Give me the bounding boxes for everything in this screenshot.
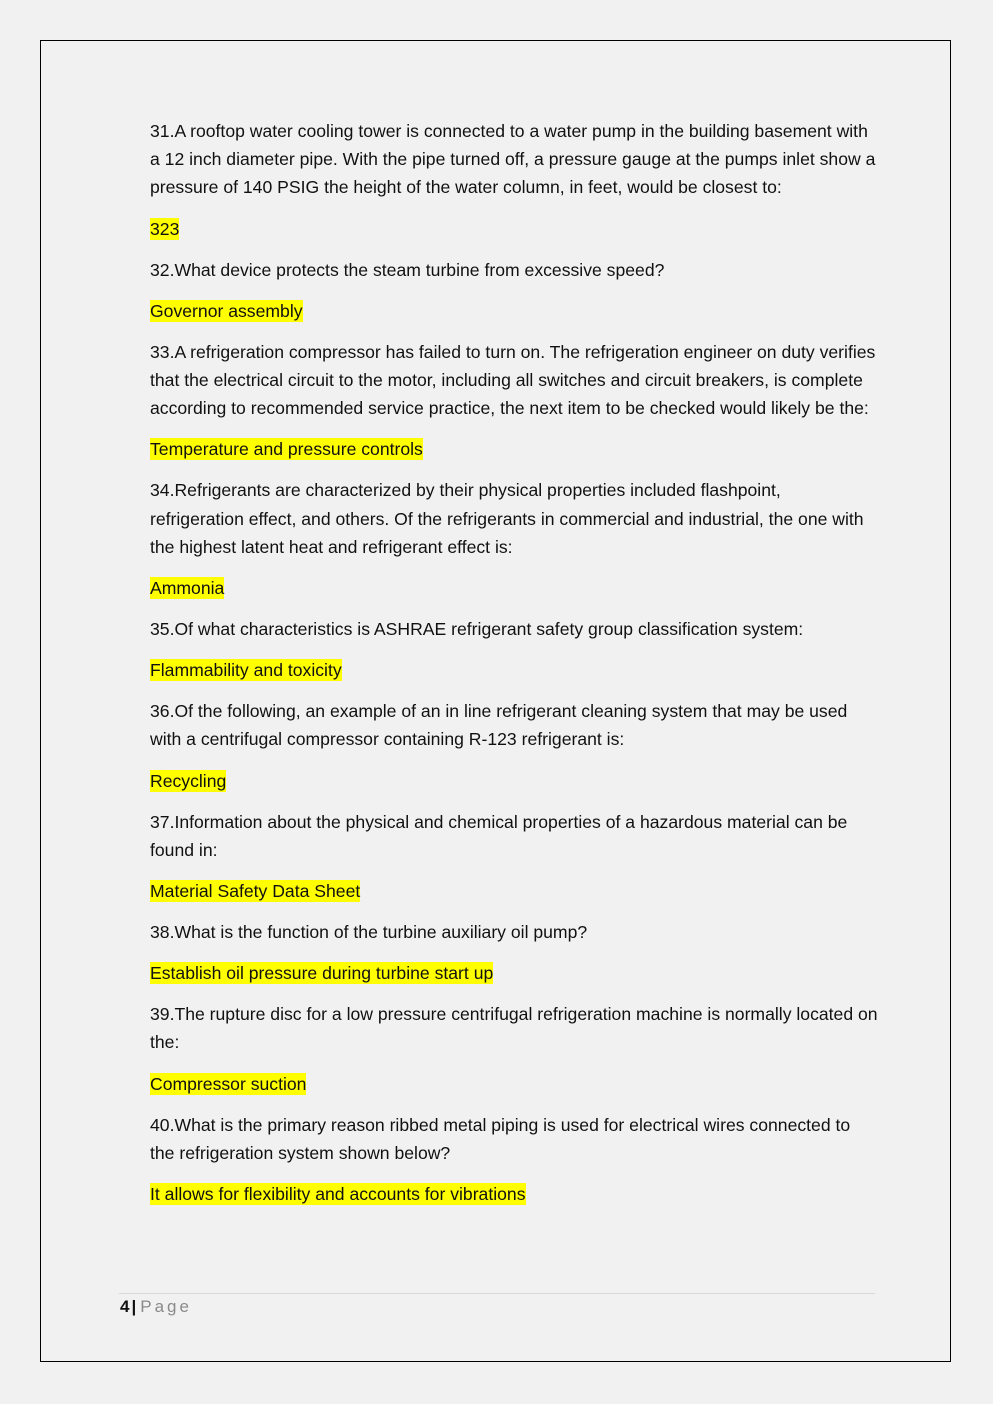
footer-divider — [119, 1293, 875, 1294]
answer-37 — [150, 877, 878, 905]
question-35: 35.Of what characteristics is ASHRAE refrigerant safety group classification system: — [150, 619, 804, 640]
document-body — [150, 117, 878, 1221]
question-40: 40.What is the primary reason ribbed metal piping is used for electrical wires connected to the refrigeration system shown below? — [150, 1114, 851, 1163]
answer-highlight: Recycling — [150, 770, 227, 791]
question-36: 36.Of the following, an example of an in line refrigerant cleaning system that may be used with a centrifugal compressor containing R-123 refrigerant is: — [150, 701, 848, 750]
answer-highlight: Temperature and pressure controls — [150, 439, 423, 460]
answer-highlight: Material Safety Data Sheet — [150, 881, 361, 902]
answer-highlight: 323 — [150, 218, 180, 239]
question-33: 33.A refrigeration compressor has failed to turn on. The refrigeration engineer on duty verifies that the electrical circuit to the motor, including all switches and circuit breakers, is complete according to recommended service practice, the next item to be checked would likely be the: — [150, 341, 876, 419]
answer-34 — [150, 574, 878, 602]
question-31: 31.A rooftop water cooling tower is connected to a water pump in the building basement with a 12 inch diameter pipe. With the pipe turned off, a pressure gauge at the pumps inlet show a pressure of 140 PSIG the height of the water column, in feet, would be closest to: — [150, 121, 876, 198]
page-label: Page — [140, 1297, 192, 1316]
answer-39 — [150, 1070, 878, 1098]
answer-33 — [150, 435, 878, 463]
answer-highlight: Ammonia — [150, 578, 225, 599]
answer-32 — [150, 297, 878, 325]
page-number: 4 — [120, 1297, 130, 1316]
answer-highlight: Flammability and toxicity — [150, 660, 342, 681]
footer-separator: | — [131, 1297, 137, 1316]
answer-highlight: Compressor suction — [150, 1073, 307, 1094]
question-32: 32.What device protects the steam turbine from excessive speed? — [150, 259, 665, 280]
answer-highlight: Governor assembly — [150, 300, 303, 321]
answer-36 — [150, 767, 878, 795]
answer-31 — [150, 215, 878, 243]
answer-highlight: Establish oil pressure during turbine start up — [150, 963, 494, 984]
answer-35 — [150, 656, 878, 684]
answer-highlight: It allows for flexibility and accounts for vibrations — [150, 1184, 526, 1205]
answer-40 — [150, 1180, 878, 1208]
page-footer — [120, 1295, 192, 1319]
question-37: 37.Information about the physical and chemical properties of a hazardous material can be found in: — [150, 811, 848, 860]
question-38: 38.What is the function of the turbine auxiliary oil pump? — [150, 922, 588, 943]
question-34: 34.Refrigerants are characterized by their physical properties included flashpoint, refrigeration effect, and others. Of the refrigerants in commercial and industrial, the one with the highest latent heat and refrigerant effect is: — [150, 480, 864, 557]
answer-38 — [150, 959, 878, 987]
question-39: 39.The rupture disc for a low pressure centrifugal refrigeration machine is normally located on the: — [150, 1004, 878, 1053]
